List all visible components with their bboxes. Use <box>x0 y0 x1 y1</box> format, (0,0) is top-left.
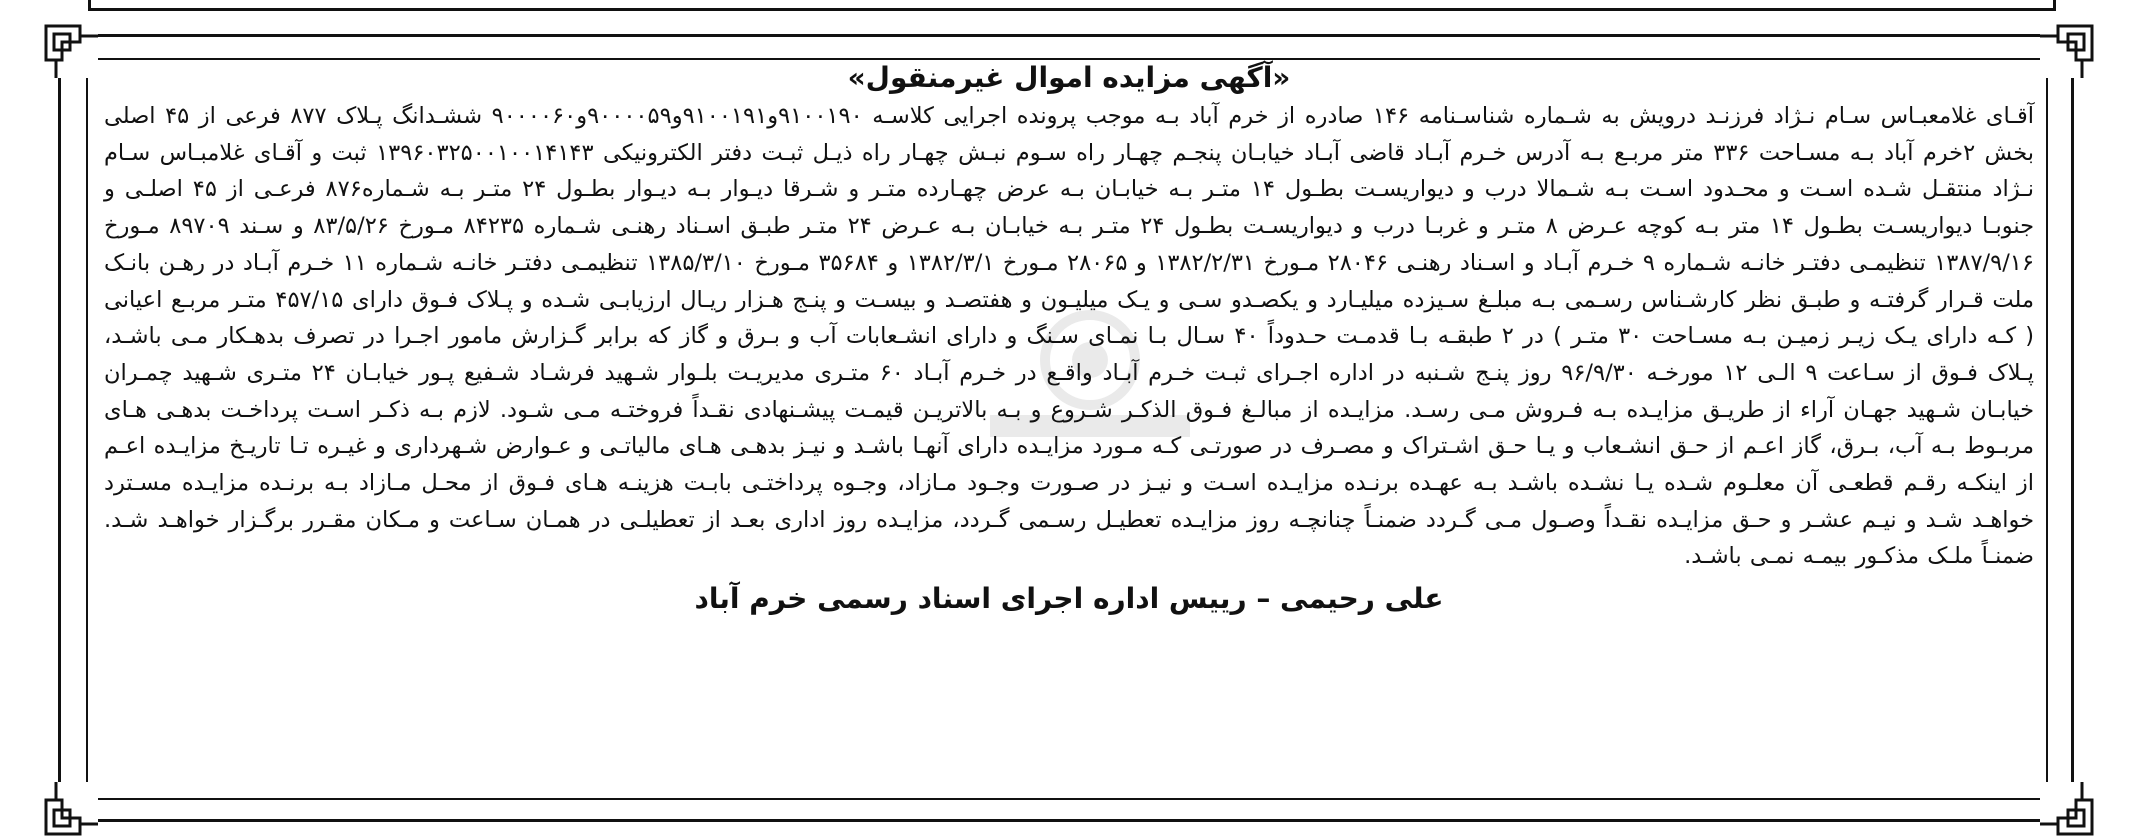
ornament-corner-icon <box>40 782 98 840</box>
ornament-corner-icon <box>40 20 98 78</box>
notice-title: «آگهی مزایده اموال غیرمنقول» <box>847 61 1291 94</box>
notice-signature: علی رحیمی – رییس اداره اجرای اسناد رسمی خرم آباد <box>694 582 1444 616</box>
ornament-corner-icon <box>2040 20 2098 78</box>
notice-content <box>104 58 2034 800</box>
ornament-corner-icon <box>2040 782 2098 840</box>
notice-body: آقـای غلامعبـاس سـام نـژاد فرزنـد درویش به شـماره شناسـنامه ۱۴۶ صادره از خرم آباد بـه موجب پرونده اجرایی کلاسـه ۹۱۰۰۱۹۰و۹۱۰۰۱۹۱و۹۰۰۰۰۵۹و۹۰۰۰۰۶۰ ششـدانگ پـلاک ۸۷۷ فرعی از ۴۵ اصلی بخش ۲خرم آباد بـه مسـاحت ۳۳۶ متر مربـع بـه آدرس خـرم آبـاد قاضی آبـاد خیابـان پنجـم چهـار راه سـوم نبـش چهـار راه ذیـل ثبـت دفتر الکترونیکی ۱۳۹۶۰۳۲۵۰۰۱۰۰۱۴۱۴۳ ثبت و آقـای غلامبـاس سـام نـژاد منتقـل شـده اسـت و محـدود اسـت بـه شـمالا درب و دیواریسـت بطـول ۱۴ متـر بـه خیابـان بـه عرض چهـارده متـر و شـرقا دیـوار بـه دیـوار بطـول ۲۴ متـر بـه شـماره۸۷۶ فرعـی از ۴۵ اصلـی و جنوبـا دیواریسـت بطـول ۱۴ متر بـه کوچه عـرض ۸ متـر و غربـا درب و دیواریسـت بطـول ۲۴ متـر بـه خیابـان بـه عـرض ۲۴ متـر طبـق اسـناد رهنـی شـماره ۸۴۲۳۵ مـورخ ۸۳/۵/۲۶ و سـند ۸۹۷۰۹ مـورخ ۱۳۸۷/۹/۱۶ تنظیمـی دفتـر خانـه شـماره ۹ خـرم آبـاد و اسـناد رهنـی ۲۸۰۴۶ مـورخ ۱۳۸۲/۲/۳۱ و ۲۸۰۶۵ مـورخ ۱۳۸۲/۳/۱ و ۳۵۶۸۴ مـورخ ۱۳۸۵/۳/۱۰ تنظیمـی دفتـر خانـه شـماره ۱۱ خـرم آبـاد در رهـن بانـک ملت قـرار گرفتـه و طبـق نظر کارشـناس رسـمی بـه مبلـغ سـیزده میلیـارد و یکصـدو سـی و یـک میلیـون و هفتصـد و بیسـت و پنـج هـزار ریـال ارزیابـی شـده و پـلاک فـوق دارای ۴۵۷/۱۵ متـر مربـع اعیانی ( کـه دارای یـک زیـر زمیـن بـه مسـاحت ۳۰ متـر ) در ۲ طبقـه بـا قدمـت حـدوداً ۴۰ سـال بـا نمـای سـنگ و دارای انشـعابات آب و بـرق و گاز که برابر گـزارش مامور اجـرا در تصرف بدهـکار مـی باشـد، پـلاک فـوق از سـاعت ۹ الـی ۱۲ مورخـه ۹۶/۹/۳۰ روز پنـج شـنبه در اداره اجـرای ثبـت خـرم آبـاد واقـع در خـرم آبـاد ۶۰ متـری مدیریـت بلـوار شـهید فرشـاد شـفیع پـور خیابـان ۲۴ متـری شـهید چمـران خیابـان شـهید جهـان آراء از طریـق مزایـده بـه فـروش مـی رسـد. مزایـده از مبالـغ فـوق الذکـر شـروع و بـه بالاتریـن قیمـت پیشـنهادی نقـداً فروختـه مـی شـود. لازم بـه ذکـر اسـت پرداخـت بدهـی هـای مربـوط بـه آب، بـرق، گاز اعـم از حـق انشـعاب و یـا حـق اشـتراک و مصـرف در صورتـی کـه مـورد مزایـده دارای آنهـا باشـد و نیـز بدهـی هـای مالیاتـی و عـوارض شـهرداری و غیـره تـا تاریـخ مزایـده اعـم از اینکـه رقـم قطعـی آن معلـوم شـده یـا نشـده باشـد بـه عهـده برنـده مزایـده اسـت و نیـز در صـورت وجـود مـازاد، وجـوه پرداختـی بابـت هزینـه هـای فـوق از محـل مـازاد بـه برنـده مزایـده مسـترد خواهـد شـد و نیـم عشـر و حـق مزایـده نقـداً وصـول مـی گـردد ضمنـاً چنانچـه روز مزایـده تعطیـل رسـمی گـردد، مزایـده روز اداری بعـد از تعطیلـی در همـان سـاعت و مـکان مقـرر برگـزار خواهـد شـد. ضمنـاً ملـک مذکـور بیمـه نمـی باشـد. <box>104 103 2035 570</box>
previous-notice-border <box>88 0 2056 11</box>
